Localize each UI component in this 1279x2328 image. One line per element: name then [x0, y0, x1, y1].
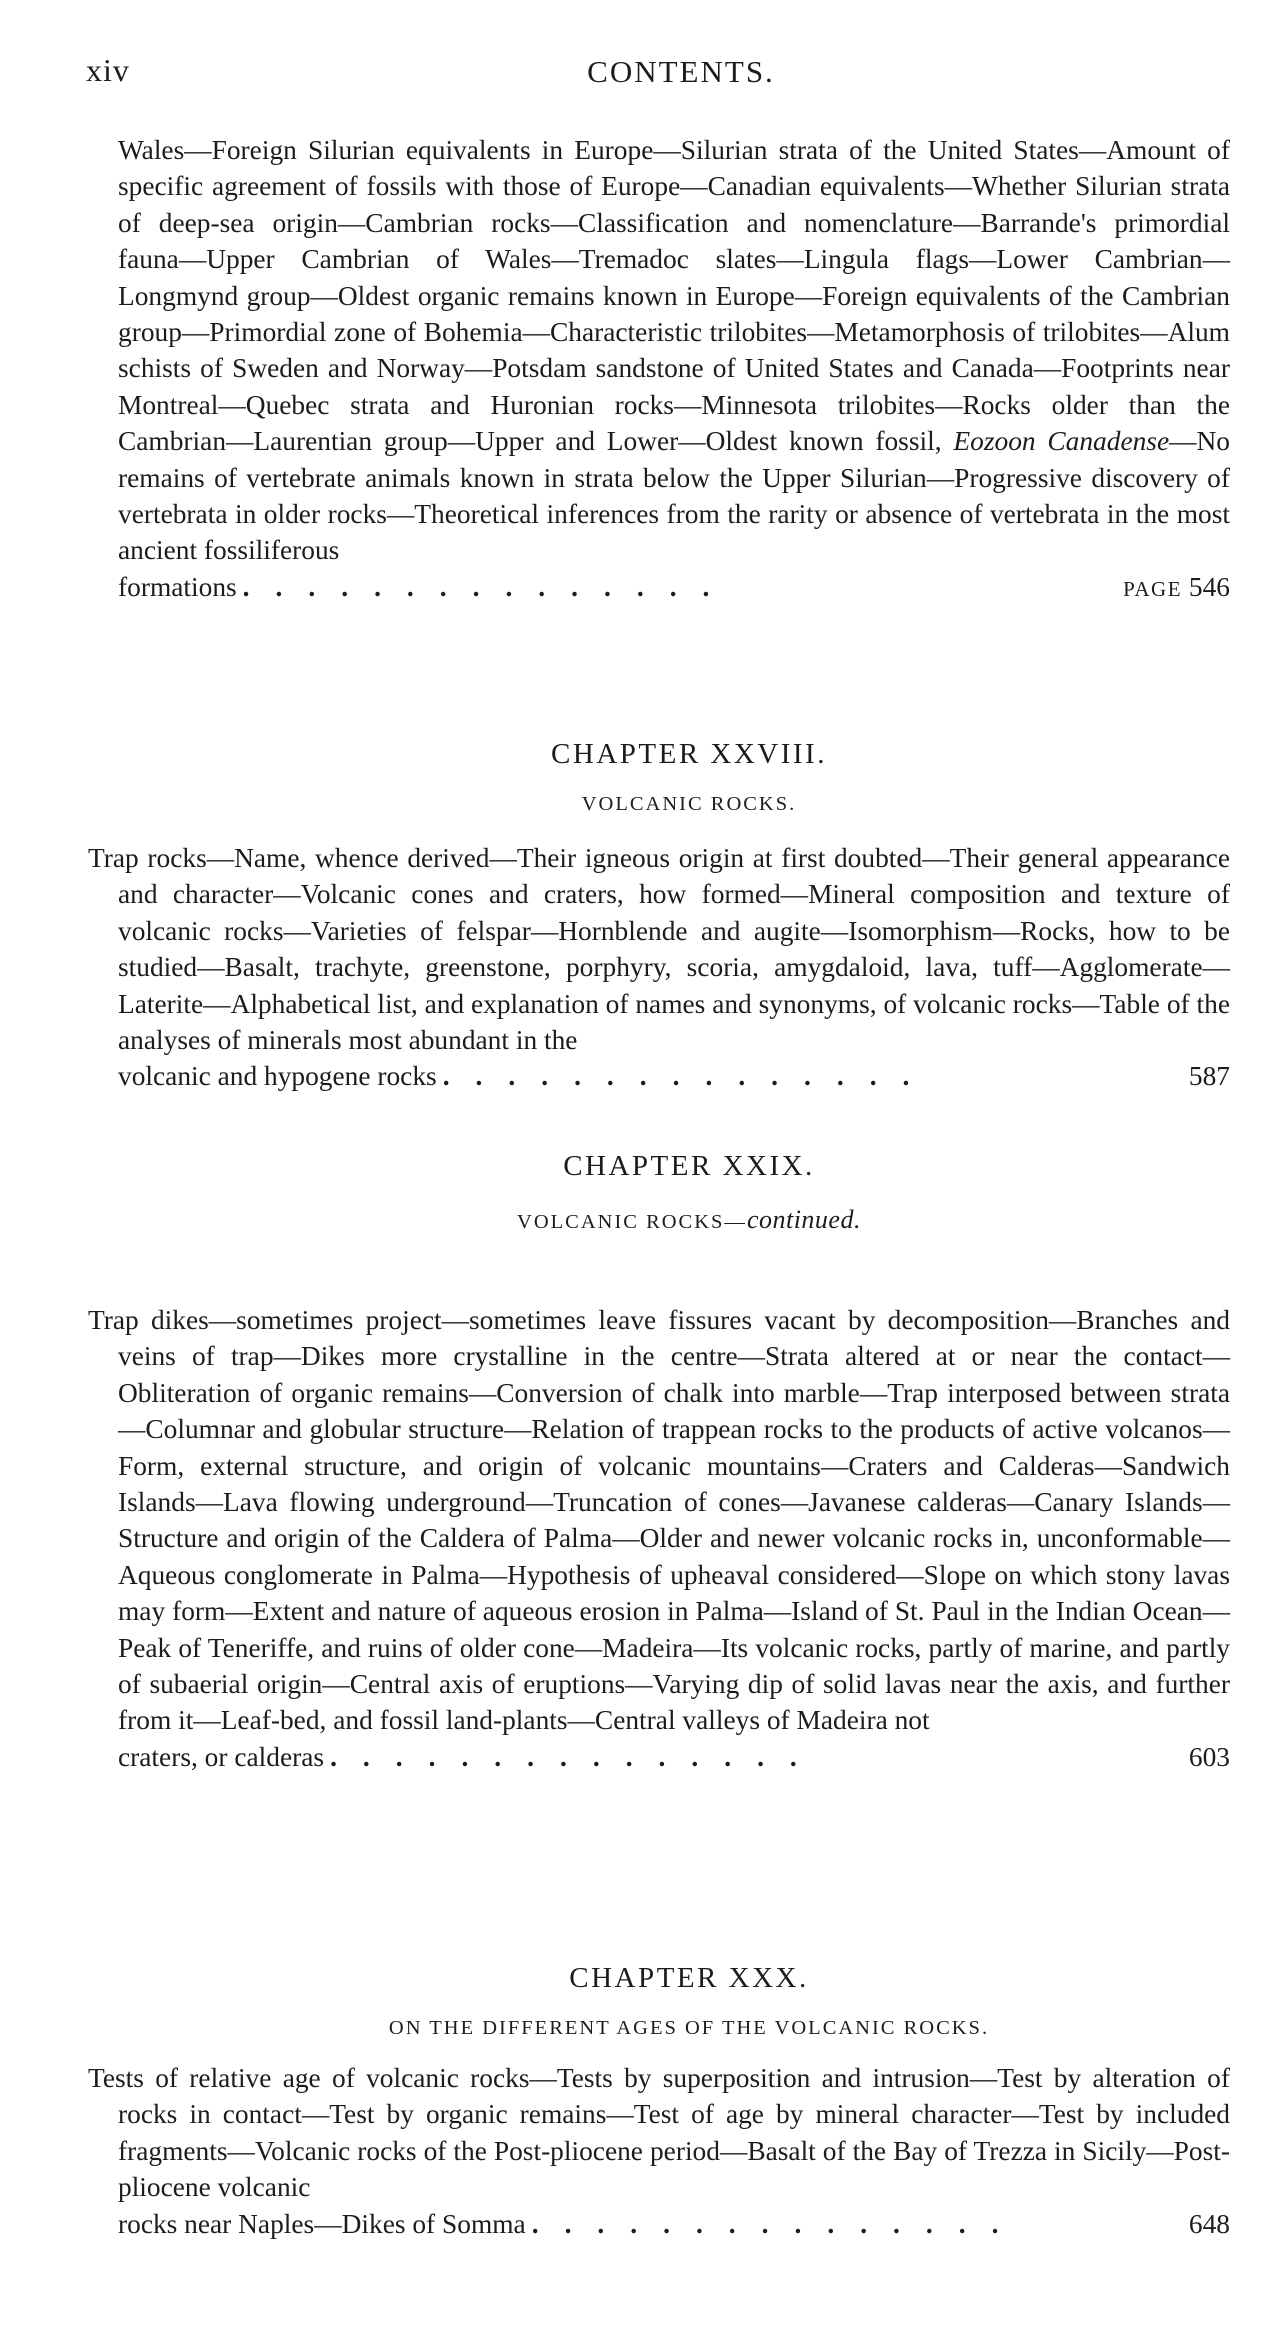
- entry-page-number: 648: [1188, 2208, 1230, 2239]
- dot-leader: ...............: [442, 1061, 936, 1092]
- page-label: PAGE: [1123, 576, 1183, 601]
- entry-body-text: Wales—Foreign Silurian equivalents in Europe—Silurian strata of the United States—Amount of specific agreement of fossils with those of Europe—Canadian equivalents—Whether Silurian strata of deep-sea origin—Cambrian rocks—Classification and nomenclature—Barrande's primordial fauna—Upper Cambrian of Wales—Tremadoc slates—Lingula flags—Lower Cambrian—Longmynd group—Oldest organic remains known in Europe—Foreign equivalents of the Cambrian group—Primordial zone of Bohemia—Characteristic trilobites—Metamorphosis of trilobites—Alum schists of Sweden and Norway—Potsdam sandstone of United States and Canada—Footprints near Montreal—Quebec strata and Huronian rocks—Minnesota trilobites—Rocks older than the Cambrian—Laurentian group—Upper and Lower—Oldest known fossil,: [118, 135, 1230, 457]
- chapter-summary: Trap dikes—sometimes project—sometimes leave fissures vacant by decomposition—Branches and veins of trap—Dikes more crystalline in the centre—Strata altered at or near the contact—Obliteration of organic remains—Conversion of chalk into marble—Trap interposed between strata—Columnar and globular structure—Relation of trappean rocks to the products of active volcanos—Form, external structure, and origin of volcanic mountains—Craters and Calderas—Sandwich Islands—Lava flowing underground—Truncation of cones—Javanese calderas—Canary Islands—Structure and origin of the Caldera of Palma—Older and newer volcanic rocks in, unconformable—Aqueous conglomerate in Palma—Hypothesis of upheaval considered—Slope on which stony lavas may form—Extent and nature of aqueous erosion in Palma—Island of St. Paul in the Indian Ocean—Peak of Teneriffe, and ruins of older cone—Madeira—Its volcanic rocks, partly of marine, and partly of subaerial origin—Central axis of eruptions—Varying dip of solid lavas near the axis, and further from it—Leaf-bed, and fossil land-plants—Central valleys of Madeira not: [88, 1305, 1230, 1736]
- running-head: CONTENTS.: [587, 54, 775, 89]
- page-header: [86, 48, 1236, 98]
- dot-leader: ...............: [330, 1741, 823, 1772]
- chapter-subtitle-text: VOLCANIC ROCKS—: [517, 1211, 747, 1233]
- entry-leader-line: [88, 2206, 1230, 2242]
- dot-leader: ...............: [242, 571, 736, 602]
- chapter-summary: Tests of relative age of volcanic rocks—Tests by superposition and intrusion—Test by alteration of rocks in contact—Test by organic remains—Test of age by mineral character—Test by included fragments—Volcanic rocks of the Post-pliocene period—Basalt of the Bay of Trezza in Sicily—Post-pliocene volcanic: [88, 2063, 1230, 2203]
- entry-body: [88, 132, 1230, 569]
- entry-last-line: craters, or calderas: [118, 1741, 325, 1772]
- entry-last-line: volcanic and hypogene rocks: [118, 1061, 437, 1092]
- entry-page-number: 587: [1188, 1061, 1230, 1092]
- toc-entry-continued: [88, 132, 1230, 607]
- entry-page-number: 603: [1188, 1741, 1230, 1772]
- entry-page-ref: [1123, 569, 1230, 607]
- chapter-title: CHAPTER XXX.: [569, 1962, 809, 1994]
- chapter-subtitle: VOLCANIC ROCKS.: [581, 793, 797, 815]
- dot-leader: ...............: [531, 2208, 1025, 2239]
- chapter-title: CHAPTER XXVIII.: [551, 738, 827, 770]
- entry-leader-line: [88, 1739, 1230, 1775]
- entry-leader-line: [88, 1058, 1230, 1094]
- entry-last-line: formations: [118, 571, 237, 602]
- chapter-heading-xxx: [88, 1962, 1230, 2040]
- entry-last-line: rocks near Naples—Dikes of Somma: [118, 2208, 526, 2239]
- chapter-subtitle-continued: continued.: [746, 1205, 861, 1234]
- toc-entry-xxx: [88, 2060, 1230, 2242]
- chapter-heading-xxix: [88, 1150, 1230, 1235]
- entry-leader-line: [88, 569, 1230, 607]
- toc-entry-xxix: [88, 1302, 1230, 1775]
- page-number: xiv: [86, 52, 130, 88]
- chapter-heading-xxviii: [88, 738, 1230, 816]
- chapter-title: CHAPTER XXIX.: [563, 1150, 815, 1182]
- toc-entry-xxviii: [88, 840, 1230, 1095]
- chapter-subtitle: ON THE DIFFERENT AGES OF THE VOLCANIC ROCKS.: [388, 2017, 990, 2039]
- entry-italic-term: Eozoon Canadense: [953, 426, 1170, 457]
- entry-body-text-after: —No remains of vertebrate animals known in strata below the Upper Silurian—Progressive discovery of vertebrata in older rocks—Theoretical inferences from the rarity or absence of vertebrata in the most ancient fossiliferous: [118, 426, 1230, 566]
- entry-page-number: 546: [1188, 571, 1230, 602]
- chapter-summary: Trap rocks—Name, whence derived—Their igneous origin at first doubted—Their general appearance and character—Volcanic cones and craters, how formed—Mineral composition and texture of volcanic rocks—Varieties of felspar—Hornblende and augite—Isomorphism—Rocks, how to be studied—Basalt, trachyte, greenstone, porphyry, scoria, amygdaloid, lava, tuff—Agglomerate—Laterite—Alphabetical list, and explanation of names and synonyms, of volcanic rocks—Table of the analyses of minerals most abundant in the: [88, 843, 1230, 1056]
- chapter-subtitle: [88, 1205, 1230, 1235]
